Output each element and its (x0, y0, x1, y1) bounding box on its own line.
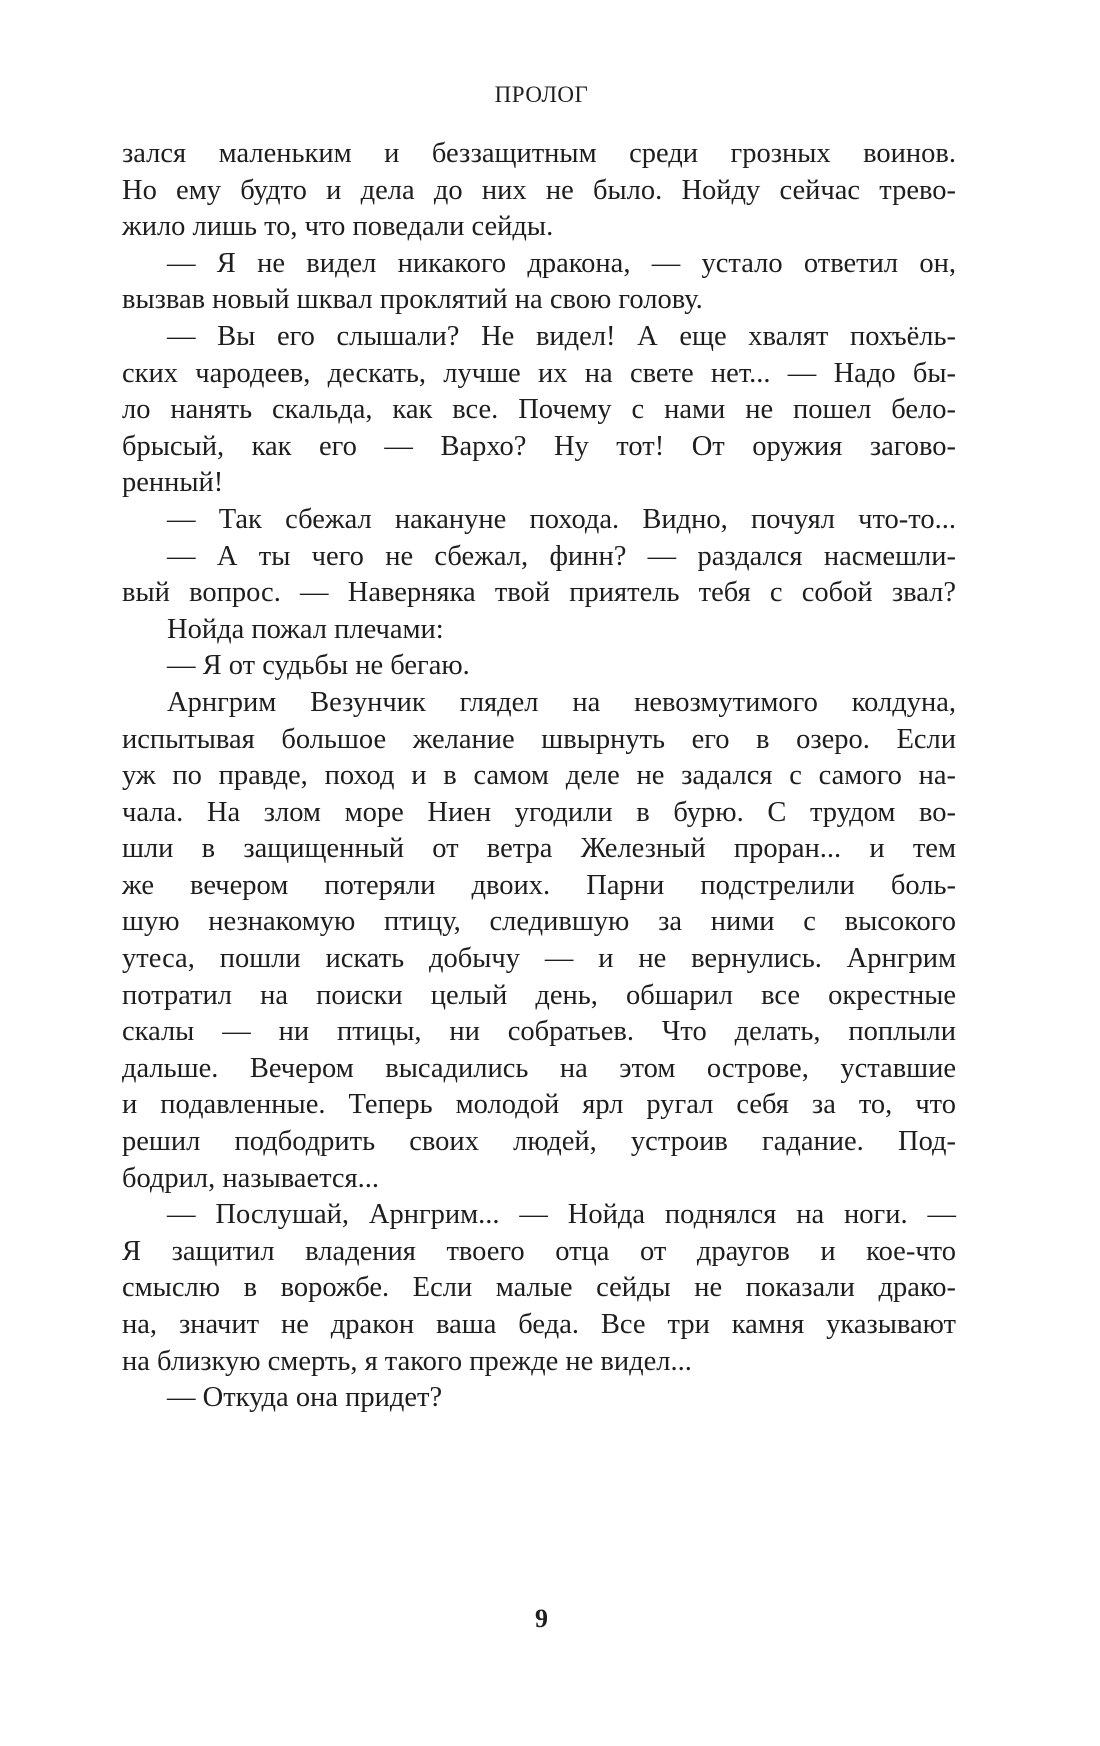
text-line: скалы — ни птицы, ни собратьев. Что делать, поплыли (122, 1016, 956, 1048)
text-line: ло нанять скальда, как все. Почему с нами не пошел бело- (122, 394, 956, 426)
text-line: смыслю в ворожбе. Если малые сейды не показали драко- (122, 1272, 956, 1304)
text-line: бодрил, называется... (122, 1162, 380, 1194)
text-line: жило лишь то, что поведали сейды. (122, 211, 554, 243)
text-line: Я защитил владения твоего отца от драугов и кое-что (122, 1235, 956, 1267)
text-line: же вечером потеряли двоих. Парни подстрелили боль- (122, 869, 956, 901)
text-line: вызвав новый шквал проклятий на свою голову. (122, 284, 703, 316)
text-line: вый вопрос. — Наверняка твой приятель тебя с собой звал? (122, 577, 956, 609)
text-line: на близкую смерть, я такого прежде не видел... (122, 1345, 692, 1377)
body-text (122, 136, 956, 1417)
text-line: Но ему будто и дела до них не было. Нойду сейчас трево- (122, 174, 956, 206)
text-line: ренный! (122, 467, 224, 499)
text-line: шую незнакомую птицу, следившую за ними с высокого (122, 906, 956, 938)
text-line: ских чародеев, дескать, лучше их на свете нет... — Надо бы- (122, 357, 956, 389)
text-line: испытывая большое желание швырнуть его в озеро. Если (122, 723, 956, 755)
text-line: утеса, пошли искать добычу — и не вернулись. Арнгрим (122, 943, 956, 975)
text-line: Нойда пожал плечами: (167, 613, 444, 645)
text-line: зался маленьким и беззащитным среди грозных воинов. (122, 138, 956, 169)
text-line: — Я не видел никакого дракона, — устало ответил он, (167, 247, 956, 279)
text-line: — Я от судьбы не бегаю. (167, 650, 470, 682)
text-line: на, значит не дракон ваша беда. Все три камня указывают (122, 1309, 956, 1340)
page-number: 9 (535, 1604, 548, 1633)
running-head: ПРОЛОГ (494, 82, 589, 107)
text-line: и подавленные. Теперь молодой ярл ругал себя за то, что (122, 1089, 956, 1121)
text-line: — Послушай, Арнгрим... — Нойда поднялся на ноги. — (167, 1199, 956, 1231)
text-line: потратил на поиски целый день, обшарил все окрестные (122, 979, 956, 1011)
text-line: чала. На злом море Ниен угодили в бурю. С трудом во- (122, 796, 956, 828)
text-line: — Откуда она придет? (167, 1382, 443, 1414)
text-line: дальше. Вечером высадились на этом острове, уставшие (122, 1052, 956, 1084)
text-line: — А ты чего не сбежал, финн? — раздался насмешли- (167, 540, 956, 572)
text-line: — Вы его слышали? Не видел! А еще хвалят похъёль- (167, 320, 956, 352)
text-line: Арнгрим Везунчик глядел на невозмутимого колдуна, (167, 686, 956, 718)
text-line: — Так сбежал накануне похода. Видно, почуял что-то... (167, 503, 956, 535)
text-line: шли в защищенный от ветра Железный проран... и тем (122, 833, 956, 865)
text-line: решил подбодрить своих людей, устроив гадание. Под- (122, 1126, 956, 1158)
text-line: уж по правде, поход и в самом деле не задался с самого на- (122, 760, 956, 792)
text-line: брысый, как его — Вархо? Ну тот! От оружия загово- (122, 430, 956, 462)
